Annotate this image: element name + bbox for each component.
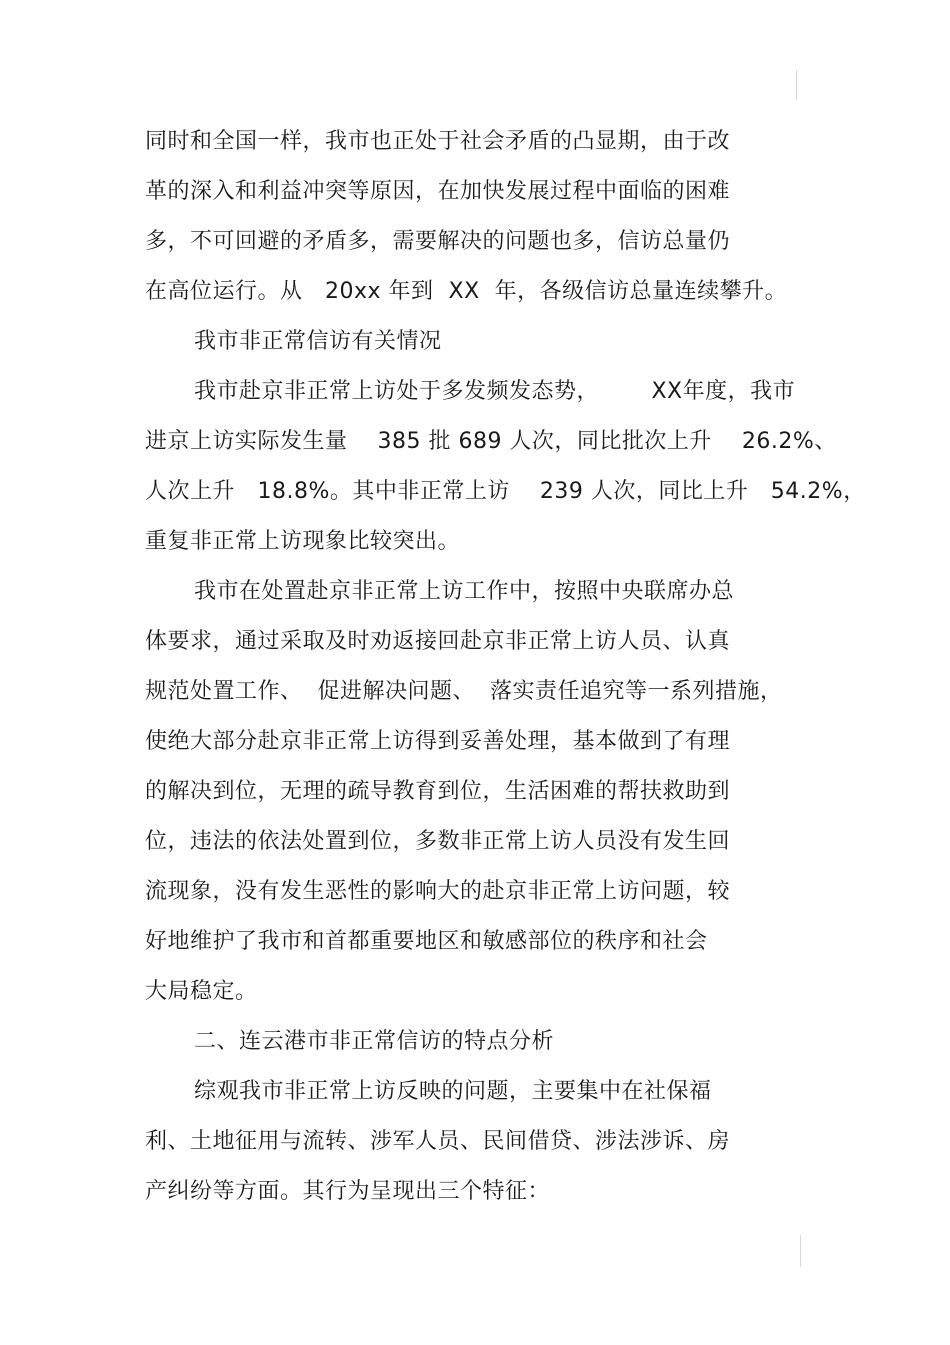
text-line: 人次上升 18.8%。其中非正常上访 239 人次，同比上升 54.2%， <box>145 479 866 504</box>
text-line: 我市赴京非正常上访处于多发频发态势， XX年度，我市 <box>194 379 796 404</box>
section-heading: 我市非正常信访有关情况 <box>194 329 442 354</box>
text-line: 大局稳定。 <box>145 979 258 1004</box>
top-right-mark <box>796 70 797 100</box>
text-line: 综观我市非正常上访反映的问题，主要集中在社保福 <box>194 1079 712 1104</box>
text-line: 在高位运行。从 20xx 年到 XX 年，各级信访总量连续攀升。 <box>145 279 788 304</box>
text-line: 的解决到位，无理的疏导教育到位，生活困难的帮扶救助到 <box>145 779 731 804</box>
text-line: 同时和全国一样，我市也正处于社会矛盾的凸显期，由于改 <box>145 129 731 154</box>
text-line: 好地维护了我市和首都重要地区和敏感部位的秩序和社会 <box>145 929 708 954</box>
text-line: 利、土地征用与流转、涉军人员、民间借贷、涉法涉诉、房 <box>145 1129 731 1154</box>
text-line: 革的深入和利益冲突等原因，在加快发展过程中面临的困难 <box>145 179 731 204</box>
bottom-right-mark <box>800 1235 801 1267</box>
text-line: 重复非正常上访现象比较突出。 <box>145 529 461 554</box>
text-line: 位，违法的依法处置到位，多数非正常上访人员没有发生回 <box>145 829 731 854</box>
text-line: 产纠纷等方面。其行为呈现出三个特征： <box>145 1179 551 1204</box>
text-line: 体要求，通过采取及时劝返接回赴京非正常上访人员、认真 <box>145 629 731 654</box>
text-line: 我市在处置赴京非正常上访工作中，按照中央联席办总 <box>194 579 735 604</box>
section-heading: 二、连云港市非正常信访的特点分析 <box>194 1029 555 1054</box>
text-line: 规范处置工作、 促进解决问题、 落实责任追究等一系列措施， <box>145 679 783 704</box>
text-line: 进京上访实际发生量 385 批 689 人次，同比批次上升 26.2%、 <box>145 429 837 454</box>
text-line: 使绝大部分赴京非正常上访得到妥善处理，基本做到了有理 <box>145 729 731 754</box>
text-line: 多，不可回避的矛盾多，需要解决的问题也多，信访总量仍 <box>145 229 731 254</box>
text-line: 流现象，没有发生恶性的影响大的赴京非正常上访问题，较 <box>145 879 731 904</box>
